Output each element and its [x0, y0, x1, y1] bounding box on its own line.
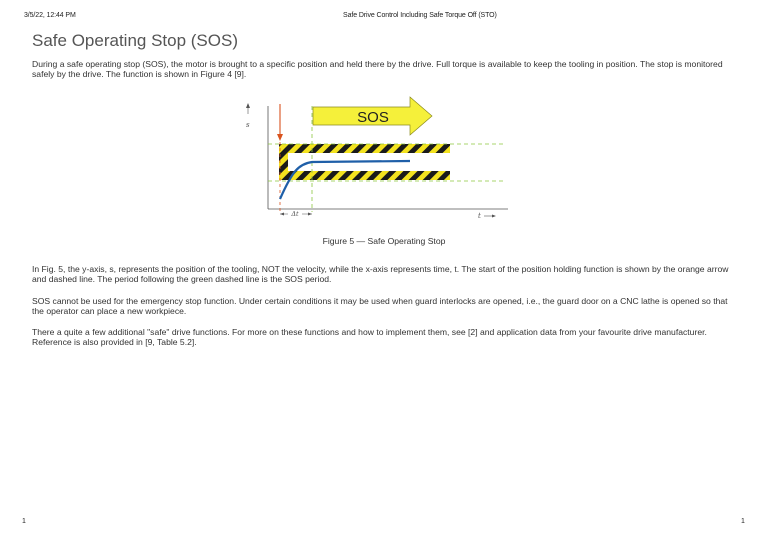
paragraph-intro: During a safe operating stop (SOS), the motor is brought to a specific position and held there by the drive. Full torque is available to keep the tooling in position. The stop is monitored safely by the drive. The function is shown in Figure 4 [9].: [32, 59, 723, 79]
sos-diagram: [240, 94, 510, 224]
sos-arrow-label: SOS: [357, 109, 389, 126]
header-title: Safe Drive Control Including Safe Torque Off (STO): [343, 12, 497, 19]
footer-page-left: 1: [22, 518, 26, 525]
sos-figure: [240, 94, 510, 224]
section-heading: Safe Operating Stop (SOS): [32, 31, 238, 50]
paragraph-figure-explanation: In Fig. 5, the y-axis, s, represents the position of the tooling, NOT the velocity, while the x-axis represents time, t. The start of the position holding function is shown by the orange arrow and dashed line. The period following the green dashed line is the SOS period.: [32, 264, 729, 284]
paragraph-sos-usage: SOS cannot be used for the emergency stop function. Under certain conditions it may be used when guard interlocks are opened, i.e., the guard door on a CNC lathe is opened so that the operator can place a new workpiece.: [32, 296, 728, 316]
hatched-bottom-band: [279, 171, 450, 180]
figure-caption: Figure 5 — Safe Operating Stop: [322, 236, 446, 246]
y-axis-label: s: [246, 121, 250, 129]
orange-arrow-head: [277, 134, 283, 141]
header-date: 3/5/22, 12:44 PM: [24, 12, 76, 19]
y-axis-arrowhead: [246, 103, 250, 108]
hatched-top-band: [279, 144, 450, 153]
delta-t-label: Δt: [291, 210, 299, 218]
paragraph-additional-functions: There a quite a few additional "safe" drive functions. For more on these functions and how to implement them, see [2] and application data from your favourite drive manufacturer. Reference is also provided in [9, Table 5.2].: [32, 327, 707, 347]
footer-page-right: 1: [741, 518, 745, 525]
x-axis-label: t: [478, 212, 481, 220]
